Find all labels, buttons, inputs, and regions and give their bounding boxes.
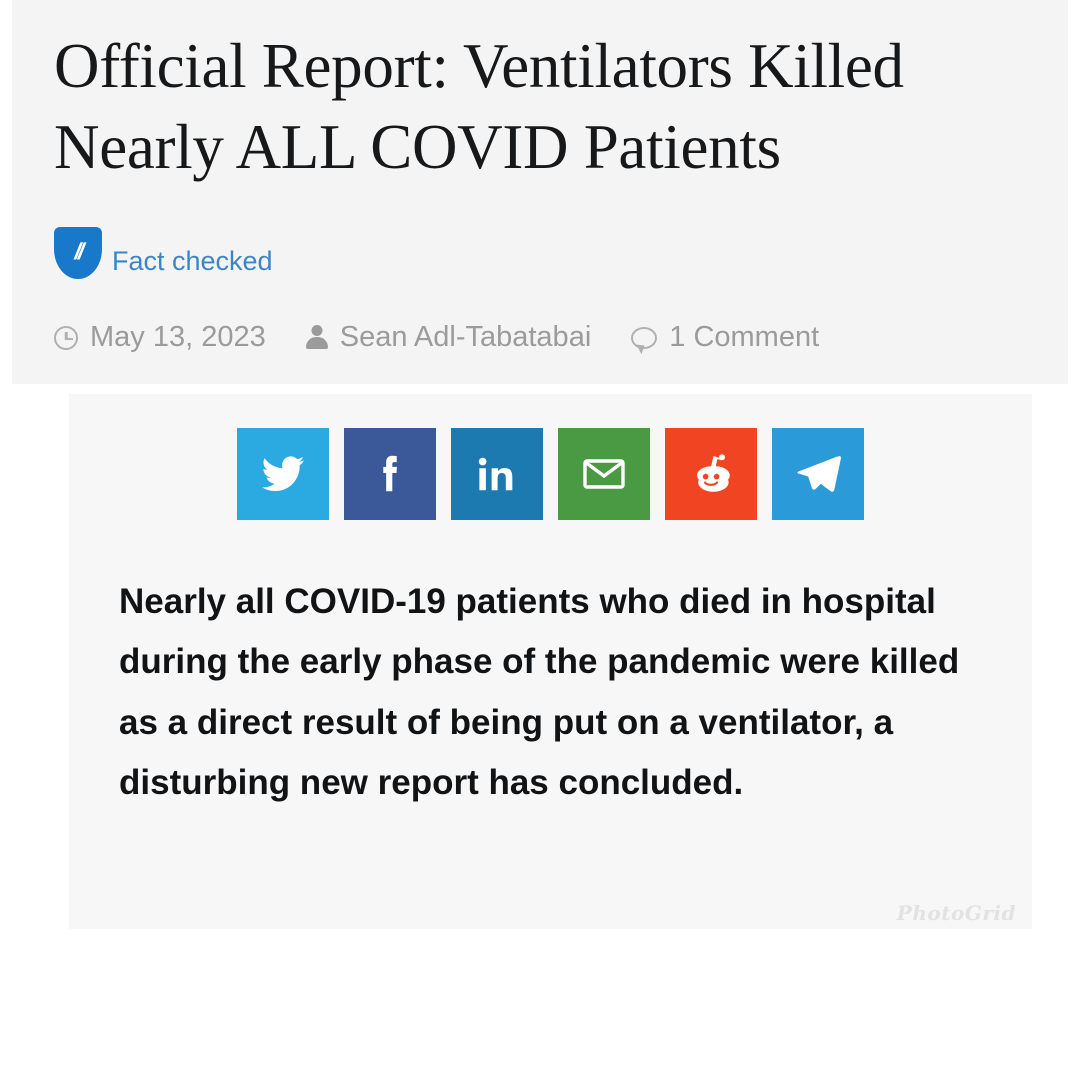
double-check-glyph: // <box>71 237 85 264</box>
reddit-icon <box>687 450 735 498</box>
article-header <box>12 0 1068 384</box>
envelope-icon <box>580 450 628 498</box>
share-facebook-button[interactable] <box>344 428 436 520</box>
article-body-card <box>69 394 1032 929</box>
comment-bubble-icon <box>631 327 657 349</box>
share-email-button[interactable] <box>558 428 650 520</box>
meta-comments-text[interactable]: 1 Comment <box>669 321 820 354</box>
share-telegram-button[interactable] <box>772 428 864 520</box>
share-reddit-button[interactable] <box>665 428 757 520</box>
article-lede: Nearly all COVID-19 patients who died in hospital during the early phase of the pandemic were killed as a direct result of being put on a ventilator, a disturbing new report has concluded. <box>119 582 960 802</box>
meta-date <box>54 321 266 354</box>
linkedin-icon <box>474 451 520 497</box>
photogrid-watermark: PhotoGrid <box>896 901 1016 926</box>
share-twitter-button[interactable] <box>237 428 329 520</box>
twitter-icon <box>260 451 306 497</box>
fact-checked-label: Fact checked <box>112 246 273 277</box>
user-icon <box>306 325 328 350</box>
telegram-icon <box>794 450 842 498</box>
share-linkedin-button[interactable] <box>451 428 543 520</box>
share-buttons <box>69 428 1032 520</box>
fact-check-shield-icon <box>54 227 102 279</box>
clock-icon <box>54 326 78 350</box>
page-title: Official Report: Ventilators Killed Nearly ALL COVID Patients <box>54 31 904 182</box>
article-meta <box>54 321 1026 354</box>
meta-author <box>306 321 592 354</box>
meta-comments[interactable] <box>631 321 819 354</box>
meta-author-text[interactable]: Sean Adl-Tabatabai <box>339 321 592 354</box>
fact-checked-badge <box>54 227 1026 279</box>
meta-date-text: May 13, 2023 <box>90 321 266 354</box>
facebook-icon <box>367 451 413 497</box>
